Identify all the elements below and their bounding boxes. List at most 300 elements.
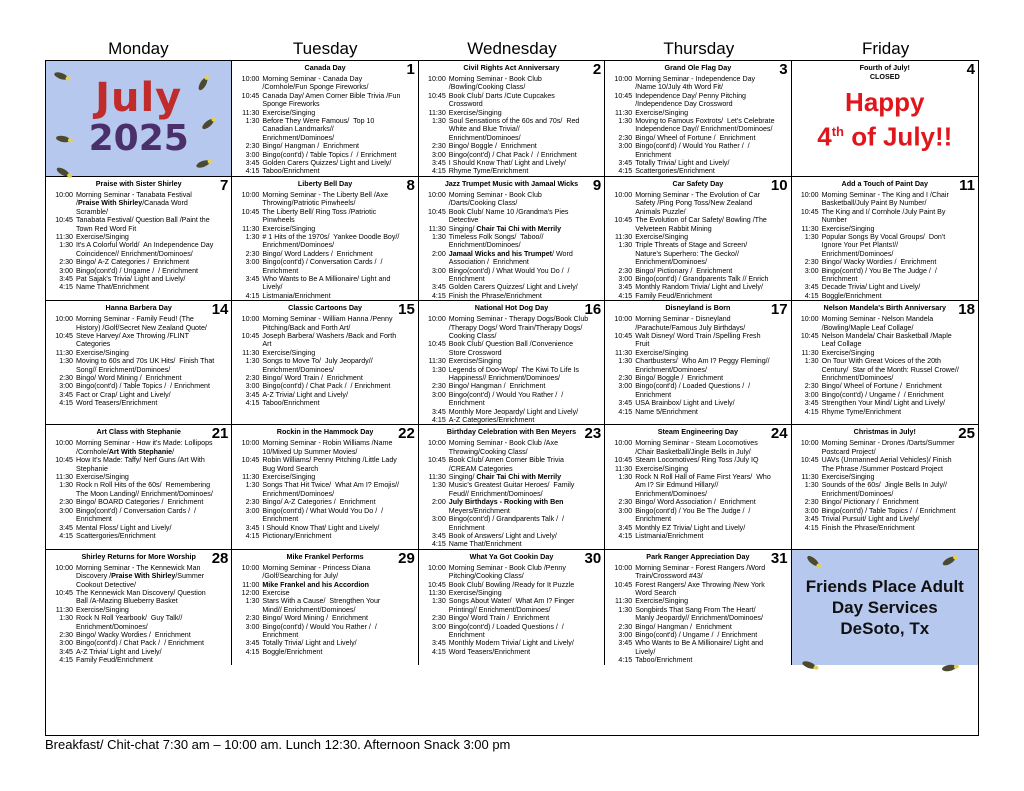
schedule-time: 10:45: [55, 331, 73, 340]
schedule-activity: Nelson Mandela/ Chair Basketball /Maple Leaf Collage: [821, 331, 952, 349]
schedule-time: 4:15: [618, 656, 633, 665]
schedule-time: 3:45: [59, 274, 73, 283]
schedule-time: 1:30: [245, 117, 260, 126]
schedule-time: 1:30: [59, 614, 73, 623]
schedule-time: 4:15: [431, 291, 446, 300]
schedule-activity: I Should Know That/ Light and Lively/: [448, 159, 566, 168]
schedule-activity: Songs That Hit Twice/ What Am I? Emojis// Enrichment/Dominoes/: [262, 481, 399, 498]
schedule-list: [608, 315, 787, 416]
schedule-time: 1:30: [618, 357, 633, 366]
schedule-item: [795, 283, 975, 291]
schedule-activity: Family Feud/Enrichment: [635, 291, 713, 300]
schedule-item: [795, 332, 975, 349]
schedule-item: [608, 267, 787, 275]
schedule-time: 10:00: [614, 190, 633, 199]
schedule-time: 4:15: [59, 531, 73, 540]
schedule-activity: Exercise/Singing: [635, 348, 689, 357]
schedule-activity: [262, 581, 414, 589]
schedule-activity: Morning Seminar - Family Feud! (The History) /Golf/Secret New Zealand Quote/: [76, 315, 207, 332]
schedule-time: 4:15: [245, 647, 260, 656]
schedule-activity: Taboo/Enrichment: [262, 399, 320, 408]
schedule-time: 10:45: [614, 331, 633, 340]
schedule-activity: Finish the Phrase/Enrichment: [448, 291, 542, 300]
closed-label: CLOSED: [869, 72, 900, 81]
schedule-activity: Bingo(cont'd) / You Be The Judge / / Enrichment: [635, 506, 751, 524]
schedule-activity: Exercise: [262, 588, 290, 597]
schedule-activity: The Liberty Bell/ Ring Toss /Patriotic Pinwheels: [262, 207, 377, 225]
schedule-activity: Steam Locomotives/ Ring Toss /July IQ: [635, 456, 759, 465]
day-number: 21: [211, 425, 229, 443]
schedule-item: [608, 92, 787, 109]
schedule-time: 11:30: [801, 224, 819, 233]
schedule-time: 10:00: [241, 563, 260, 572]
schedule-item: [49, 216, 228, 233]
schedule-activity: July Birthdays - Rocking with Ben Meyers/Enrichment: [448, 498, 564, 515]
schedule-item: [49, 191, 228, 216]
schedule-time: 11:30: [614, 348, 633, 357]
schedule-time: 10:00: [800, 439, 819, 448]
schedule-time: 2:30: [618, 622, 633, 631]
schedule-activity: Exercise/Singing: [635, 108, 689, 117]
schedule-activity: A-Z Categories/Enrichment: [448, 416, 535, 425]
schedule-time: 3:00: [245, 506, 260, 515]
schedule-item: [795, 292, 975, 300]
schedule-item: [422, 167, 601, 175]
schedule-activity: Exercise/Singing: [635, 597, 689, 606]
day-number: 3: [779, 61, 788, 78]
schedule-time: 3:00: [245, 622, 260, 631]
schedule-time: 3:45: [245, 274, 260, 283]
schedule-activity: Bingo/ Wacky Wordies / Enrichment: [76, 630, 191, 639]
schedule-time: 10:45: [241, 456, 260, 465]
schedule-item: [795, 439, 975, 456]
schedule-list: [795, 191, 975, 300]
schedule-activity: I Should Know That/ Light and Lively/: [262, 523, 380, 532]
schedule-activity: Morning Seminar - The Kennewick Man Discovery /Praise With Shirley/Summer Cookout Detective/: [76, 563, 205, 589]
schedule-list: [49, 439, 228, 540]
schedule-time: 3:00: [59, 639, 73, 648]
schedule-item: [422, 92, 601, 109]
schedule-time: 4:15: [431, 647, 446, 656]
schedule-time: 3:00: [618, 382, 633, 391]
schedule-item: [422, 142, 601, 150]
schedule-activity: Exercise/Singing: [262, 108, 316, 117]
schedule-time: 4:15: [59, 283, 73, 292]
schedule-activity: Exercise/Singing: [76, 232, 129, 241]
special-event-highlight: Praise With Shirley: [77, 199, 143, 208]
schedule-item: [49, 507, 228, 524]
day-cell-25: [792, 425, 978, 549]
day-number: 14: [211, 301, 229, 319]
schedule-activity: Moving to Famous Foxtrots/ Let's Celebrate Independence Day// Enrichment/Dominoes/: [635, 117, 775, 134]
schedule-item: [422, 540, 601, 548]
schedule-activity: Moving to 60s and 70s UK Hits/ Finish That Song// Enrichment/Dominoes/: [76, 357, 215, 374]
schedule-time: 3:45: [804, 399, 819, 408]
schedule-time: 4:15: [431, 416, 446, 425]
special-event-highlight: Jamaal Wicks and his Trumpet: [448, 249, 553, 258]
schedule-activity: Morning Seminar - Book Club /Bowling/Cooking Class/: [448, 75, 542, 92]
schedule-time: 3:45: [804, 515, 819, 524]
day-cell-3: [605, 61, 791, 177]
schedule-item: [49, 241, 228, 258]
day-theme-title: Fourth of July!: [859, 63, 910, 72]
day-number: 28: [211, 549, 229, 567]
schedule-list: [795, 315, 975, 416]
schedule-list: [235, 191, 414, 300]
schedule-item: [795, 456, 975, 473]
schedule-list: [422, 564, 601, 656]
schedule-item: [49, 315, 228, 332]
schedule-item: [235, 589, 414, 597]
schedule-time: 10:00: [614, 563, 633, 572]
schedule-time: 1:30: [431, 232, 446, 241]
day-number: 8: [406, 176, 415, 194]
schedule-activity: Word Teasers/Enrichment: [448, 647, 531, 656]
schedule-time: 10:45: [800, 456, 819, 465]
schedule-item: [235, 614, 414, 622]
schedule-activity: Listmania/Enrichment: [262, 291, 331, 300]
day-number: 16: [584, 301, 602, 319]
schedule-item: [422, 391, 601, 408]
schedule-item: [608, 581, 787, 598]
schedule-activity: Timeless Folk Songs/ Taboo// Enrichment/Dominoes/: [448, 232, 544, 250]
schedule-time: 10:00: [800, 190, 819, 199]
schedule-activity: Bingo(cont'd) / Chat Pack / / Enrichment: [448, 150, 577, 159]
schedule-time: 3:45: [431, 531, 446, 540]
day-number: 2: [592, 61, 602, 78]
schedule-item: [49, 498, 228, 506]
day-theme-title: National Hot Dog Day: [474, 303, 549, 313]
schedule-time: 10:00: [428, 190, 446, 199]
schedule-activity: UAVs (Unmanned Aerial Vehicles)/ Finish The Phrase /Summer Postcard Project: [821, 456, 952, 473]
schedule-activity: On Tour With Great Voices of the 20th Century/ Star of the Month: Russel Crowe// Enrichment/Dominoes/: [821, 357, 959, 382]
schedule-activity: Canada Day/ Amen Corner Bible Trivia /Fun Sponge Fireworks: [262, 91, 401, 109]
schedule-time: 2:00: [431, 498, 446, 507]
schedule-time: 2:30: [59, 374, 73, 382]
day-cell-7: [46, 177, 232, 301]
day-theme-title: Steam Engineering Day: [657, 427, 739, 437]
schedule-activity: Exercise/Singing: [448, 108, 502, 117]
schedule-activity: Singing/ Chair Tai Chi with Merrily: [448, 473, 562, 482]
schedule-time: 11:30: [242, 224, 260, 233]
schedule-time: 3:00: [59, 506, 73, 515]
schedule-time: 3:45: [431, 159, 446, 168]
schedule-list: [608, 564, 787, 665]
schedule-activity: Totally Trivia/ Light and Lively/: [262, 639, 357, 648]
schedule-time: 3:45: [618, 523, 633, 532]
schedule-item: [422, 315, 601, 340]
schedule-item: [795, 233, 975, 258]
schedule-item: [608, 399, 787, 407]
schedule-item: [608, 109, 787, 117]
day-number: 24: [770, 425, 788, 443]
schedule-item: [422, 532, 601, 540]
schedule-item: [422, 340, 601, 357]
day-number: 11: [959, 176, 975, 194]
schedule-item: [608, 275, 787, 283]
schedule-time: 10:00: [614, 439, 633, 448]
schedule-time: 11:30: [801, 473, 819, 482]
schedule-item: [795, 473, 975, 481]
schedule-activity: # 1 Hits of the 1970s/ Yankee Doodle Boy// Enrichment/Dominoes/: [262, 232, 400, 250]
schedule-activity: Robin Williams/ Penny Pitching /Little Lady Bug Word Search: [262, 456, 397, 473]
schedule-time: 3:00: [59, 266, 73, 275]
schedule-time: 11:30: [428, 224, 446, 233]
schedule-activity: Word Teasers/Enrichment: [76, 399, 158, 408]
schedule-activity: Morning Seminar - Tanabata Festival /Praise With Shirley/Canada Word Scramble/: [76, 190, 192, 216]
schedule-time: 3:45: [245, 523, 260, 532]
happy-num: 4: [817, 121, 832, 152]
schedule-item: [235, 151, 414, 159]
schedule-time: 11:30: [428, 588, 446, 597]
schedule-item: [608, 167, 787, 175]
schedule-activity: Bingo(cont'd) / Table Topics / / Enrichment: [76, 382, 210, 391]
schedule-item: [795, 315, 975, 332]
schedule-activity: Soul Sensations of the 60s and 70s/ Red White and Blue Trivia// Enrichment/Dominoes/: [448, 117, 580, 142]
schedule-list: [49, 564, 228, 665]
schedule-time: 11:30: [614, 108, 633, 117]
day-theme-title: Rockin in the Hammock Day: [276, 427, 374, 437]
schedule-time: 2:30: [245, 142, 260, 151]
schedule-activity: Morning Seminar - The King and I /Chair Basketball/July Paint By Number/: [821, 190, 949, 208]
day-number: 29: [398, 549, 415, 567]
schedule-item: [608, 564, 787, 581]
schedule-time: 11:30: [242, 473, 260, 482]
friends-place-cell: [792, 550, 978, 665]
schedule-activity: Book Club/ Question Ball /Convenience Store Crossword: [448, 340, 574, 357]
schedule-item: [235, 498, 414, 506]
schedule-activity: Music's Greatest Guitar Heroes/ Family Feud// Enrichment/Dominoes/: [448, 481, 575, 498]
schedule-activity: Morning Seminar - The Evolution of Car Safety /Ping Pong Toss/New Zealand Animals Puzzle/: [635, 190, 761, 216]
schedule-activity: Morning Seminar - The Liberty Bell /Axe Throwing/Patriotic Pinwheels/: [262, 190, 389, 208]
schedule-item: [608, 382, 787, 399]
schedule-time: 3:00: [618, 142, 633, 151]
schedule-item: [235, 399, 414, 407]
schedule-time: 11:00: [242, 580, 260, 589]
schedule-item: [608, 532, 787, 540]
schedule-activity: Morning Seminar - Canada Day /Cornhole/Fun Sponge Fireworks/: [262, 75, 369, 92]
schedule-activity: Bingo(cont'd) / Ungame / / Enrichment: [635, 630, 758, 639]
schedule-time: 3:00: [618, 274, 633, 283]
schedule-item: [795, 524, 975, 532]
schedule-item: [608, 623, 787, 631]
day-cell-8: [232, 177, 418, 301]
schedule-time: 11:30: [55, 232, 73, 241]
day-cell-9: [419, 177, 605, 301]
schedule-item: [422, 208, 601, 225]
schedule-list: [422, 315, 601, 424]
schedule-activity: Morning Seminar - How it's Made: Lollipops /Cornhole/Art With Stephanie/: [76, 439, 213, 456]
schedule-activity: Monthly EZ Trivia/ Light and Lively/: [635, 523, 746, 532]
schedule-activity: Morning Seminar - Book Club /Darts/Cooking Class/: [448, 190, 542, 208]
schedule-time: 2:30: [804, 382, 819, 391]
day-theme-title: Civil Rights Act Anniversary: [463, 63, 560, 72]
schedule-time: 10:45: [428, 91, 446, 100]
schedule-list: [608, 191, 787, 300]
schedule-activity: Bingo(cont'd) / Grandparents Talk / / Enrichment: [448, 515, 564, 532]
schedule-activity: Pat Sajak's Trivia/ Light and Lively/: [76, 274, 186, 283]
schedule-time: 1:30: [59, 357, 73, 366]
schedule-activity: Finish the Phrase/Enrichment: [821, 523, 915, 532]
schedule-activity: Bingo(cont'd) / You Be The Judge / / Enrichment: [821, 266, 937, 283]
schedule-time: 4:15: [618, 531, 633, 540]
schedule-time: 10:00: [614, 75, 633, 83]
schedule-item: [422, 597, 601, 614]
schedule-item: [608, 349, 787, 357]
schedule-activity: Golden Carers Quizzes/ Light and Lively/: [448, 283, 578, 292]
schedule-activity: Exercise/Singing: [76, 473, 129, 482]
schedule-time: 11:30: [242, 108, 260, 117]
schedule-time: 1:30: [245, 597, 260, 606]
day-theme-title: Christmas in July!: [853, 427, 916, 437]
schedule-item: [422, 357, 601, 365]
schedule-activity: Bingo(cont'd) / Chat Pack / / Enrichment: [262, 382, 391, 391]
schedule-time: 10:45: [428, 580, 446, 589]
schedule-item: [49, 614, 228, 631]
schedule-activity: Exercise/Singing: [821, 348, 875, 357]
schedule-activity: Exercise/Singing: [76, 605, 129, 614]
schedule-time: 4:15: [431, 167, 446, 176]
schedule-item: [235, 159, 414, 167]
schedule-item: [795, 267, 975, 284]
happy-rest: of July!!: [843, 121, 953, 152]
schedule-time: 4:15: [431, 540, 446, 549]
schedule-time: 2:30: [431, 614, 446, 623]
schedule-time: 3:45: [245, 159, 260, 168]
schedule-item: [608, 498, 787, 506]
day-cell-11: [792, 177, 978, 301]
schedule-item: [422, 117, 601, 142]
schedule-time: 3:45: [431, 639, 446, 648]
schedule-activity: A-Z Trivia/ Light and Lively/: [262, 390, 348, 399]
schedule-item: [608, 507, 787, 524]
schedule-item: [49, 473, 228, 481]
schedule-time: 10:00: [428, 563, 446, 572]
day-cell-30: [419, 550, 605, 665]
schedule-list: [49, 191, 228, 292]
schedule-time: 4:15: [245, 167, 260, 176]
day-cell-17: [605, 301, 791, 425]
schedule-activity: Morning Seminar - Disneyland /Parachute/Famous July Birthdays/: [635, 315, 746, 332]
schedule-activity: Bingo/ Word Association / Enrichment: [635, 498, 756, 507]
schedule-activity: Pictionary/Enrichment: [262, 531, 332, 540]
schedule-activity: Bingo/ Hangman / Enrichment: [448, 382, 546, 391]
special-event-highlight: July Birthdays - Rocking with Ben: [448, 498, 564, 507]
weekday-label-monday: Monday: [108, 39, 169, 58]
schedule-item: [608, 159, 787, 167]
schedule-item: [49, 349, 228, 357]
day-cell-24: [605, 425, 791, 549]
schedule-activity: Exercise/Singing: [821, 224, 875, 233]
schedule-item: [795, 208, 975, 225]
schedule-time: 10:45: [800, 207, 819, 216]
schedule-item: [422, 416, 601, 424]
july-year: 2025: [88, 118, 189, 160]
schedule-activity: Scattergories/Enrichment: [76, 531, 156, 540]
schedule-time: 10:45: [241, 331, 260, 340]
schedule-item: [422, 614, 601, 622]
schedule-activity: A-Z Trivia/ Light and Lively/: [76, 647, 162, 656]
schedule-item: [422, 382, 601, 390]
schedule-activity: Book Club/ Darts /Cute Cupcakes Crossword: [448, 91, 555, 109]
schedule-activity: Exercise/Singing: [76, 348, 129, 357]
schedule-item: [235, 233, 414, 250]
day-cell-23: [419, 425, 605, 549]
schedule-activity: Rock n Roll Hits of the 60s/ Remembering The Moon Landing// Enrichment/Dominoes/: [76, 481, 213, 498]
schedule-item: [422, 439, 601, 456]
schedule-activity: Bingo/ Wacky Wordies / Enrichment: [821, 258, 937, 267]
schedule-time: 1:30: [618, 241, 633, 250]
schedule-item: [49, 589, 228, 606]
schedule-activity: Bingo/ Wheel of Fortune / Enrichment: [635, 133, 756, 142]
schedule-item: [795, 225, 975, 233]
schedule-time: 3:00: [59, 382, 73, 391]
day-theme-title: Jazz Trumpet Music with Jamaal Wicks: [444, 178, 579, 188]
schedule-activity: Listmania/Enrichment: [635, 531, 704, 540]
schedule-item: [795, 357, 975, 382]
day-cell-16: [419, 301, 605, 425]
schedule-time: 3:45: [618, 639, 633, 648]
schedule-item: [235, 623, 414, 640]
schedule-time: 3:45: [618, 283, 633, 292]
schedule-time: 11:30: [614, 597, 633, 606]
schedule-activity: Bingo/ Word Train / Enrichment: [448, 614, 550, 623]
schedule-item: [422, 159, 601, 167]
schedule-time: 1:30: [59, 241, 73, 250]
day-cell-2: [419, 61, 605, 177]
schedule-time: 11:30: [614, 232, 633, 241]
schedule-activity: Exercise/Singing: [635, 232, 689, 241]
schedule-time: 4:15: [804, 291, 819, 300]
schedule-activity: Family Feud/Enrichment: [76, 656, 153, 665]
day-number: 15: [398, 301, 415, 319]
schedule-time: 3:45: [59, 390, 73, 399]
schedule-item: [422, 75, 601, 92]
schedule-item: [608, 656, 787, 664]
schedule-item: [49, 275, 228, 283]
schedule-item: [49, 391, 228, 399]
schedule-item: [49, 606, 228, 614]
schedule-activity: Before They Were Famous/ Top 10 Canadian Landmarks// Enrichment/Dominoes/: [262, 117, 375, 142]
schedule-item: [49, 631, 228, 639]
schedule-time: 2:30: [618, 498, 633, 507]
schedule-activity: Bingo(cont'd) / What Would You Do / / Enrichment: [448, 266, 570, 283]
schedule-list: [422, 191, 601, 300]
schedule-item: [608, 283, 787, 291]
schedule-time: 10:45: [614, 580, 633, 589]
schedule-activity: Stars With a Cause/ Strengthen Your Mind// Enrichment/Dominoes/: [262, 597, 381, 614]
schedule-item: [608, 597, 787, 605]
schedule-activity: Strengthen Your Mind/ Light and Lively/: [821, 399, 946, 408]
schedule-activity: Boggle/Enrichment: [262, 647, 323, 656]
schedule-item: [235, 117, 414, 142]
schedule-activity: Walt Disney/ Word Train /Spelling Fresh Fruit: [635, 331, 761, 349]
day-theme-title: Classic Cartoons Day: [288, 303, 363, 313]
schedule-time: 2:30: [618, 374, 633, 382]
schedule-activity: Bingo/ Hangman / Enrichment: [635, 622, 732, 631]
schedule-item: [235, 524, 414, 532]
schedule-activity: Book Club/ Bowling /Ready for It Puzzle: [448, 580, 575, 589]
schedule-activity: Bingo(cont'd) / Chat Pack / / Enrichment: [76, 639, 204, 648]
schedule-activity: USA Brainbox/ Light and Lively/: [635, 399, 735, 408]
schedule-time: 10:45: [241, 207, 260, 216]
schedule-time: 10:45: [428, 340, 446, 349]
schedule-activity: Who Wants to Be A Millionaire/ Light and Lively/: [262, 274, 391, 292]
schedule-time: 10:00: [55, 190, 73, 199]
schedule-time: 1:30: [245, 481, 260, 490]
schedule-item: [49, 382, 228, 390]
schedule-item: [608, 75, 787, 92]
